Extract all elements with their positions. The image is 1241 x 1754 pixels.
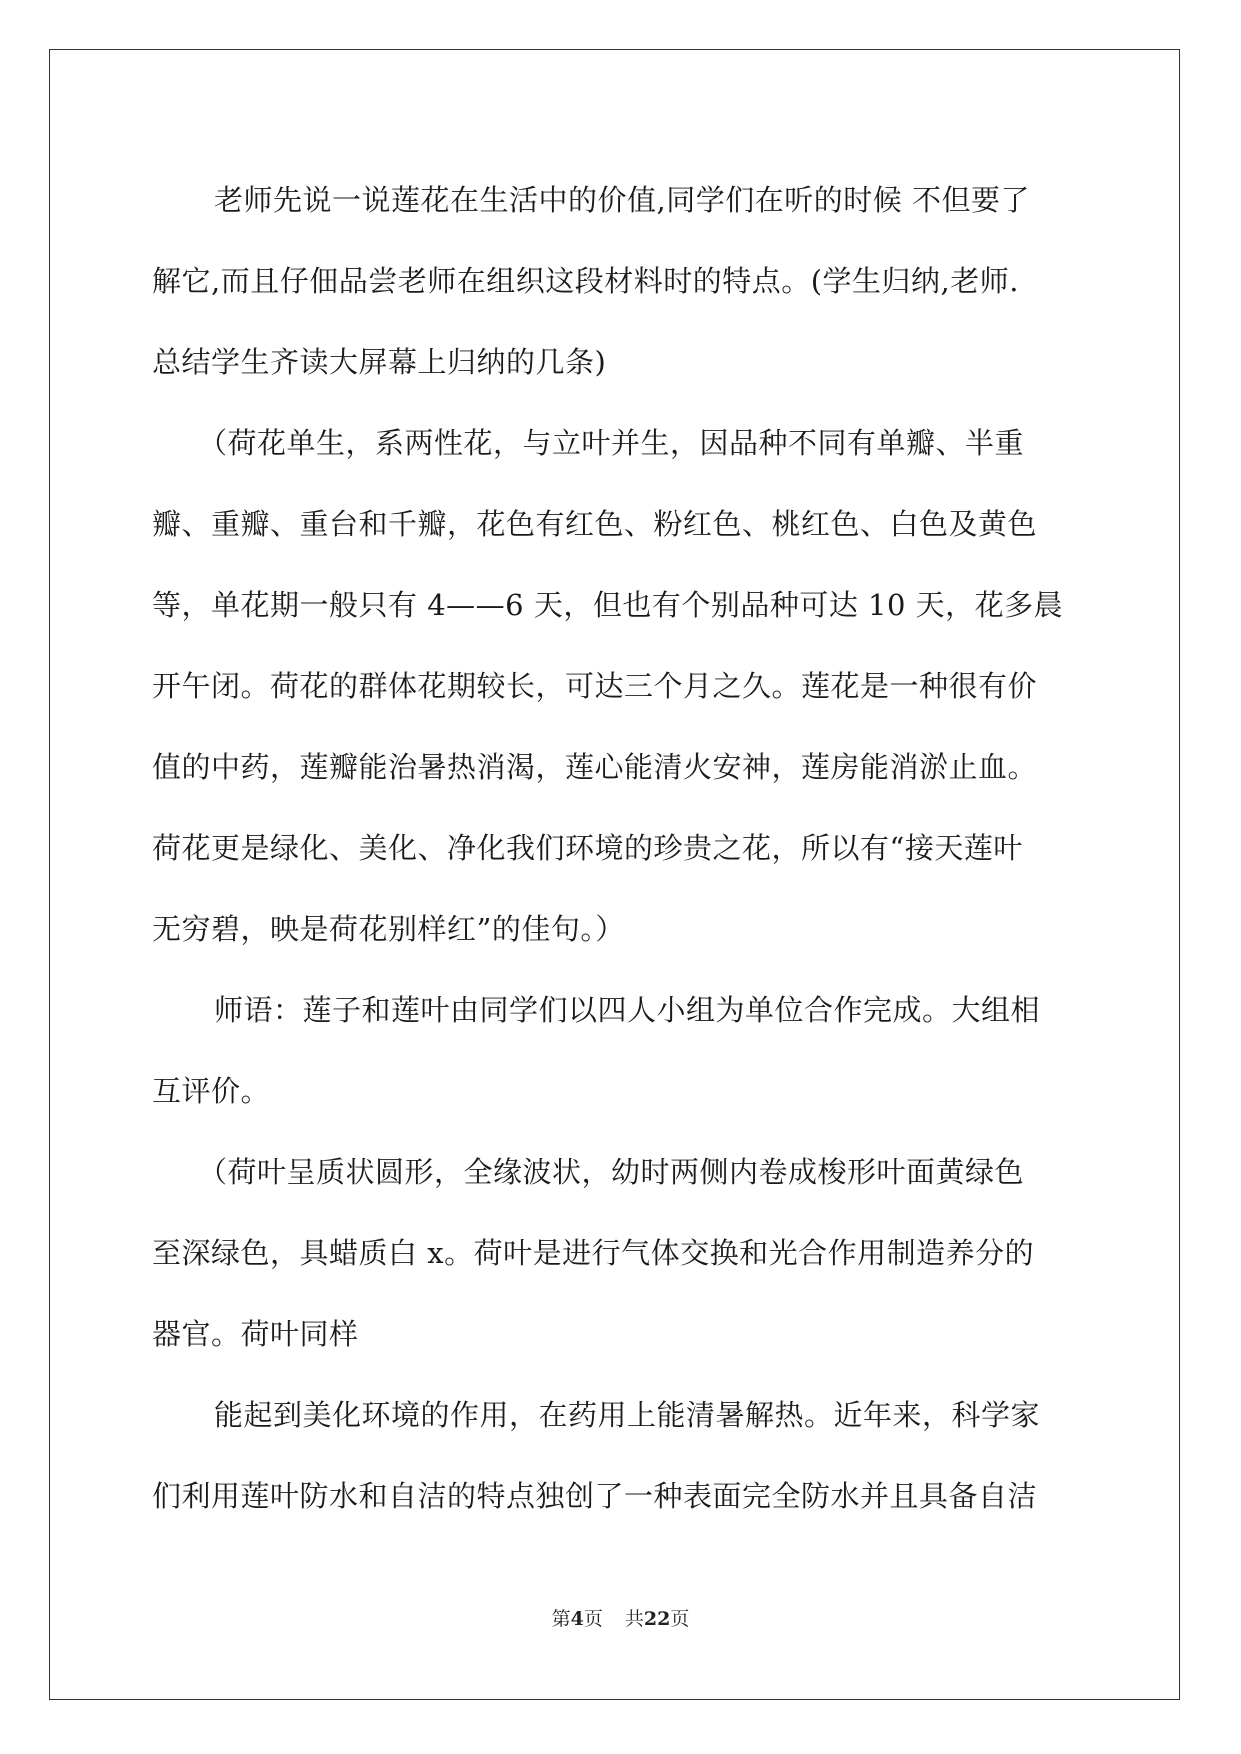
text-line: 互评价。 [152, 1074, 271, 1108]
text-line: （荷叶呈质状圆形，全缘波状，幼时两侧内卷成梭形叶面黄绿色 [198, 1155, 1025, 1189]
text-line: 师语：莲子和莲叶由同学们以四人小组为单位合作完成。大组相 [214, 993, 1041, 1027]
text-line: 老师先说一说莲花在生活中的价值,同学们在听的时候 不但要了 [214, 183, 1030, 217]
total-pages: 22 [643, 1608, 671, 1630]
text-line: 能起到美化环境的作用，在药用上能清暑解热。近年来，科学家 [214, 1398, 1041, 1432]
page-number: 4 [570, 1608, 584, 1630]
text-line: 无穷碧，映是荷花别样红”的佳句。） [152, 912, 625, 946]
text-line: 荷花更是绿化、美化、净化我们环境的珍贵之花，所以有“接天莲叶 [152, 831, 1023, 865]
text-line: 瓣、重瓣、重台和千瓣，花色有红色、粉红色、桃红色、白色及黄色 [152, 507, 1038, 541]
total-suffix: 页 [670, 1608, 690, 1630]
total-prefix: 共 [624, 1608, 644, 1630]
text-line: 解它,而且仔佃品尝老师在组织这段材料时的特点。(学生归纳,老师. [152, 264, 1019, 298]
page-prefix: 第 [551, 1608, 571, 1630]
text-line: 值的中药，莲瓣能治暑热消渴，莲心能清火安神，莲房能消淤止血。 [152, 750, 1038, 784]
text-line: 开午闭。荷花的群体花期较长，可达三个月之久。莲花是一种很有价 [152, 669, 1038, 703]
page-footer [0, 1607, 1241, 1631]
text-line: 等，单花期一般只有 4——6 天，但也有个别品种可达 10 天，花多晨 [152, 588, 1064, 622]
text-line: 们利用莲叶防水和自洁的特点独创了一种表面完全防水并且具备自洁 [152, 1479, 1038, 1513]
text-line: 器官。荷叶同样 [152, 1317, 359, 1351]
text-line: 至深绿色，具蜡质白 x。荷叶是进行气体交换和光合作用制造养分的 [152, 1236, 1035, 1270]
text-line: 总结学生齐读大屏幕上归纳的几条) [152, 345, 607, 379]
document-body [152, 160, 1082, 1537]
page-suffix: 页 [583, 1608, 603, 1630]
text-line: （荷花单生，系两性花，与立叶并生，因品种不同有单瓣、半重 [198, 426, 1025, 460]
